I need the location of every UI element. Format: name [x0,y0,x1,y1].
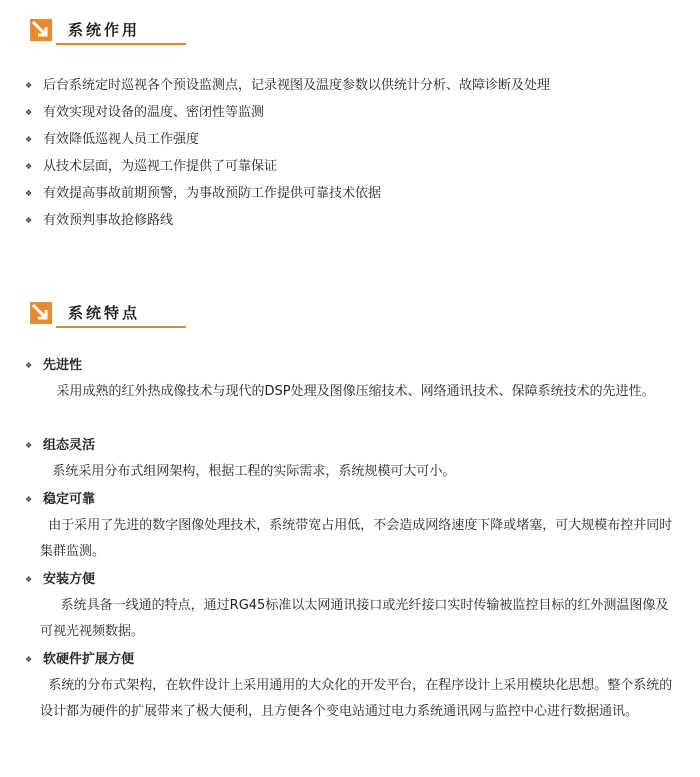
list-item: ❖ 从技术层面，为巡视工作提供了可靠保证 [25,153,550,180]
feature-title: 软硬件扩展方便 [43,652,135,667]
feature-desc: 系统采用分布式组网架构，根据工程的实际需求，系统规模可大可小。 [40,464,456,479]
arrow-logo-icon [30,302,52,324]
feature-title: 组态灵活 [43,438,96,453]
feature-reliable [25,487,685,565]
list-item: ❖ 有效提高事故前期预警，为事故预防工作提供可靠技术依据 [25,180,550,207]
feature-title: 安装方便 [43,572,96,587]
section-underline [56,43,186,45]
diamond-bullet-icon: ❖ [25,575,33,584]
feature-desc: 由于采用了先进的数字图像处理技术，系统带宽占用低，不会造成网络速度下降或堵塞，可大规模布控并同时集群监测。 [40,518,673,559]
section-header-functions [30,19,186,45]
diamond-bullet-icon: ❖ [25,216,33,225]
feature-title: 稳定可靠 [43,492,96,507]
section-title: 系统作用 [68,21,141,39]
list-item: ❖ 有效降低巡视人员工作强度 [25,126,550,153]
feature-advanced [25,353,685,405]
diamond-bullet-icon: ❖ [25,189,33,198]
feature-desc: 系统具备一线通的特点，通过RG45标准以太网通讯接口或光纤接口实时传输被监控目标的红外测温图像及可视光视频数据。 [40,598,669,639]
feature-extensible [25,647,685,725]
functions-list [25,72,550,234]
list-item: ❖ 有效预判事故抢修路线 [25,207,550,234]
feature-install [25,567,685,645]
diamond-bullet-icon: ❖ [25,162,33,171]
feature-title: 先进性 [43,358,83,373]
section-header-features [30,302,186,328]
diamond-bullet-icon: ❖ [25,81,33,90]
section-underline [56,326,186,328]
diamond-bullet-icon: ❖ [25,135,33,144]
diamond-bullet-icon: ❖ [25,441,33,450]
feature-desc: 系统的分布式架构，在软件设计上采用通用的大众化的开发平台，在程序设计上采用模块化思想。整个系统的设计都为硬件的扩展带来了极大便利，且方便各个变电站通过电力系统通讯网与监控中心进行数据通讯。 [40,678,673,719]
diamond-bullet-icon: ❖ [25,495,33,504]
diamond-bullet-icon: ❖ [25,361,33,370]
feature-flexible [25,433,685,485]
section-title: 系统特点 [68,304,141,322]
feature-desc: 采用成熟的红外热成像技术与现代的DSP处理及图像压缩技术、网络通讯技术、保障系统技术的先进性。 [40,384,655,399]
list-item: ❖ 有效实现对设备的温度、密闭性等监测 [25,99,550,126]
diamond-bullet-icon: ❖ [25,655,33,664]
list-item: ❖ 后台系统定时巡视各个预设监测点，记录视图及温度参数以供统计分析、故障诊断及处理 [25,72,550,99]
arrow-logo-icon [30,19,52,41]
diamond-bullet-icon: ❖ [25,108,33,117]
